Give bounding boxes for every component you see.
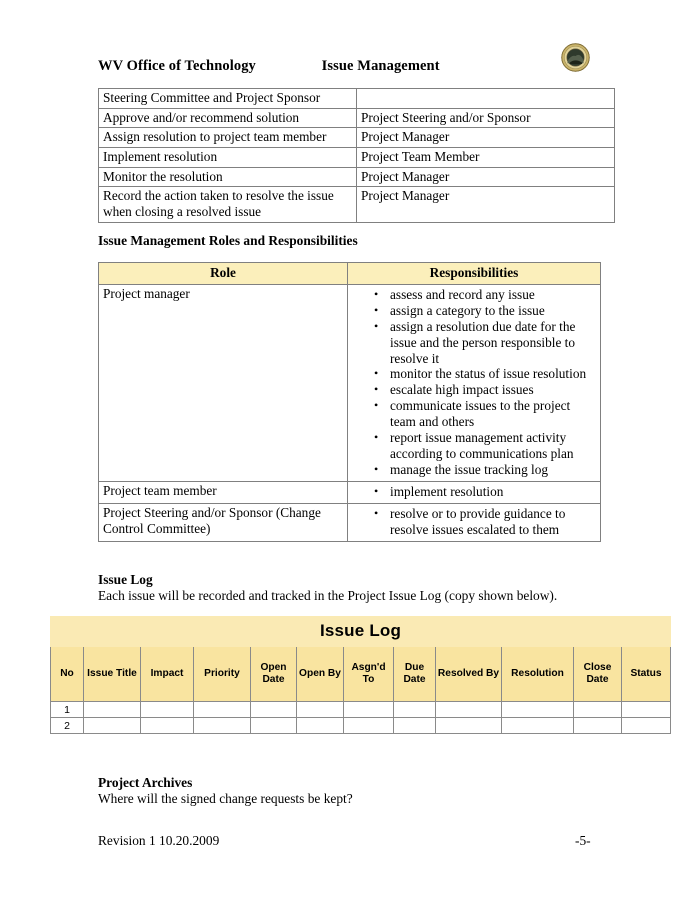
issue-log-description: Each issue will be recorded and tracked in the Project Issue Log (copy shown below). (98, 588, 558, 603)
column-header-role: Role (99, 263, 348, 285)
footer-revision: Revision 1 10.20.2009 (98, 833, 220, 848)
issue-log-section-heading: Issue Log (98, 572, 153, 587)
issue-log-title-row (51, 617, 671, 647)
steering-responsibility-table (98, 88, 615, 223)
column-header-resolution: Resolution (502, 647, 574, 702)
resolution-cell[interactable] (502, 702, 574, 718)
impact-cell[interactable] (141, 702, 194, 718)
column-header-responsibilities: Responsibilities (348, 263, 601, 285)
roles-section-heading: Issue Management Roles and Responsibilities (98, 233, 358, 248)
column-header-impact: Impact (141, 647, 194, 702)
owner-cell (357, 89, 615, 109)
header-office-title: WV Office of Technology (98, 58, 256, 74)
table-row (99, 284, 601, 481)
resolution-cell[interactable] (502, 718, 574, 734)
list-item: • manage the issue tracking log (390, 462, 596, 478)
owner-cell: Project Manager (357, 167, 615, 187)
role-cell: Project Steering and/or Sponsor (Change Control Committee) (99, 504, 348, 542)
due-date-cell[interactable] (394, 702, 436, 718)
close-date-cell[interactable] (574, 702, 622, 718)
table-row (99, 167, 615, 187)
owner-cell: Project Steering and/or Sponsor (357, 108, 615, 128)
role-cell: Project manager (99, 284, 348, 481)
resolved-by-cell[interactable] (436, 718, 502, 734)
column-header-due-date: Due Date (394, 647, 436, 702)
open-date-cell[interactable] (251, 718, 297, 734)
column-header-open-by: Open By (297, 647, 344, 702)
table-row (99, 504, 601, 542)
list-item: • communicate issues to the project team and others (390, 398, 596, 430)
open-date-cell[interactable] (251, 702, 297, 718)
row-number-cell: 1 (51, 702, 84, 718)
table-row (99, 89, 615, 109)
column-header-resolved-by: Resolved By (436, 647, 502, 702)
table-row (99, 108, 615, 128)
column-header-issue-title: Issue Title (84, 647, 141, 702)
responsibilities-cell (348, 284, 601, 481)
status-cell[interactable] (622, 718, 671, 734)
owner-cell: Project Team Member (357, 148, 615, 168)
table-row (51, 702, 671, 718)
responsibilities-cell (348, 504, 601, 542)
priority-cell[interactable] (194, 702, 251, 718)
table-row (99, 128, 615, 148)
activity-cell: Assign resolution to project team member (99, 128, 357, 148)
list-item: • monitor the status of issue resolution (390, 366, 596, 382)
issue-log-table-wrapper (50, 616, 660, 734)
list-item: • assign a resolution due date for the issue and the person responsible to resolve it (390, 319, 596, 367)
close-date-cell[interactable] (574, 718, 622, 734)
asgnd-to-cell[interactable] (344, 702, 394, 718)
responsibility-list (348, 506, 596, 538)
owner-cell: Project Manager (357, 187, 615, 222)
column-header-open-date: Open Date (251, 647, 297, 702)
activity-cell: Record the action taken to resolve the issue when closing a resolved issue (99, 187, 357, 222)
activity-cell: Monitor the resolution (99, 167, 357, 187)
row-number-cell: 2 (51, 718, 84, 734)
column-header-status: Status (622, 647, 671, 702)
column-header-priority: Priority (194, 647, 251, 702)
roles-responsibilities-table (98, 262, 601, 542)
resolved-by-cell[interactable] (436, 702, 502, 718)
table-header-row (99, 263, 601, 285)
list-item: • assess and record any issue (390, 287, 596, 303)
issue-title-cell[interactable] (84, 702, 141, 718)
wv-state-seal-logo-icon (561, 43, 590, 72)
impact-cell[interactable] (141, 718, 194, 734)
owner-cell: Project Manager (357, 128, 615, 148)
role-cell: Project team member (99, 482, 348, 504)
issue-log-table-title: Issue Log (51, 617, 671, 647)
open-by-cell[interactable] (297, 702, 344, 718)
issue-log-table (50, 616, 671, 734)
status-cell[interactable] (622, 702, 671, 718)
asgnd-to-cell[interactable] (344, 718, 394, 734)
table-row (51, 718, 671, 734)
footer-page-number: -5- (575, 833, 591, 848)
activity-cell: Implement resolution (99, 148, 357, 168)
list-item: • resolve or to provide guidance to resolve issues escalated to them (390, 506, 596, 538)
column-header-no: No (51, 647, 84, 702)
list-item: • report issue management activity according to communications plan (390, 430, 596, 462)
priority-cell[interactable] (194, 718, 251, 734)
responsibilities-cell (348, 482, 601, 504)
issue-title-cell[interactable] (84, 718, 141, 734)
activity-cell: Steering Committee and Project Sponsor (99, 89, 357, 109)
activity-cell: Approve and/or recommend solution (99, 108, 357, 128)
header-document-title: Issue Management (321, 58, 440, 74)
issue-log-header-row (51, 647, 671, 702)
responsibility-list (348, 287, 596, 478)
project-archives-heading: Project Archives (98, 775, 193, 790)
table-row (99, 187, 615, 222)
due-date-cell[interactable] (394, 718, 436, 734)
table-row (99, 148, 615, 168)
open-by-cell[interactable] (297, 718, 344, 734)
column-header-close-date: Close Date (574, 647, 622, 702)
document-header (98, 58, 568, 75)
list-item: • implement resolution (390, 484, 596, 500)
table-row (99, 482, 601, 504)
responsibility-list (348, 484, 596, 500)
list-item: • assign a category to the issue (390, 303, 596, 319)
list-item: • escalate high impact issues (390, 382, 596, 398)
project-archives-description: Where will the signed change requests be kept? (98, 791, 353, 806)
column-header-asgnd-to: Asgn'd To (344, 647, 394, 702)
